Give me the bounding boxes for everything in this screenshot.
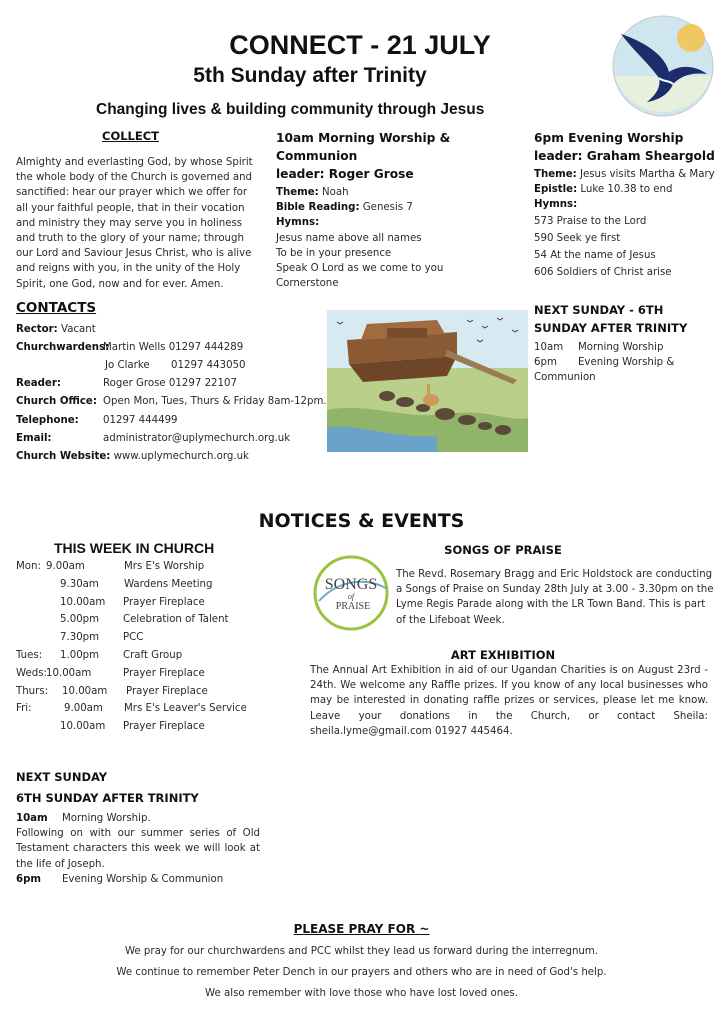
website-link[interactable]: www.uplymechurch.org.uk <box>113 451 249 462</box>
hymn-item: Cornerstone <box>276 278 339 290</box>
morning-hymns <box>276 231 526 292</box>
hymn-item: 606 Soldiers of Christ arise <box>534 266 672 278</box>
noahs-ark-illustration <box>327 310 528 452</box>
evening-heading: 6pm Evening Worship <box>534 131 684 145</box>
next-sunday-bottom <box>16 767 260 887</box>
next-sunday-row-cont: Communion <box>534 372 596 384</box>
churchwarden-2-row: Jo Clarke 01297 443050 <box>105 360 246 372</box>
hymn-item: Jesus name above all names <box>276 232 422 244</box>
pray-heading: PLEASE PRAY FOR ~ <box>293 922 430 936</box>
next-sunday-row: 6pm Evening Worship & Communion <box>16 873 224 885</box>
evening-theme: Theme: Jesus visits Martha & Mary <box>534 169 715 180</box>
website-row: Church Website: www.uplymechurch.org.uk <box>16 448 336 466</box>
pray-line: We continue to remember Peter Dench in our prayers and others who are in need of God's help. <box>116 967 607 978</box>
schedule-row: Tues: 1.00pm Craft Group <box>16 649 183 661</box>
evening-epistle: Epistle: Luke 10.38 to end <box>534 184 673 196</box>
schedule-row: 5.00pm Celebration of Talent <box>60 614 229 626</box>
collect-line: our Lord and Saviour Jesus Christ, who is alive <box>16 248 252 260</box>
next-sunday-row: 10am Morning Worship. <box>16 813 151 824</box>
morning-heading: 10am Morning Worship & Communion <box>276 131 451 163</box>
hymn-item: To be in your presence <box>276 247 392 259</box>
schedule-row: 7.30pm PCC <box>60 632 144 644</box>
tagline: Changing lives & building community through Jesus <box>96 101 485 118</box>
collect-text <box>16 155 253 292</box>
collect-line: and truth to the glory of your name; through <box>16 233 244 245</box>
hymn-item: 573 Praise to the Lord <box>534 215 647 227</box>
schedule-row: Thurs: 10.00am Prayer Fireplace <box>16 685 208 697</box>
schedule-row: Fri: 9.00am Mrs E's Leaver's Service <box>16 703 247 715</box>
evening-worship <box>534 129 720 281</box>
collect-line: sanctified: hear our prayer which we offer for <box>16 187 248 199</box>
next-sunday-row: 6pm Evening Worship & <box>534 357 675 369</box>
pray-text <box>0 941 723 1004</box>
collect-line: and reigns with you, in the unity of the Holy <box>16 263 241 275</box>
next-sunday-row: 10am Morning Worship <box>534 342 664 353</box>
morning-worship <box>276 129 526 291</box>
schedule-row: 9.30am Wardens Meeting <box>60 578 213 590</box>
songs-logo-word: SONGS <box>324 576 378 593</box>
collect-line: Almighty and everlasting God, by whose Spirit <box>16 157 253 168</box>
songs-heading: SONGS OF PRAISE <box>444 543 562 557</box>
week-heading: THIS WEEK IN CHURCH <box>54 540 215 556</box>
notices-heading: NOTICES & EVENTS <box>258 510 465 532</box>
reader-row: Reader: Roger Grose 01297 22107 <box>16 378 237 390</box>
songs-line: a Songs of Praise on Sunday 28th July at 3.00 - 3.30pm on the <box>396 584 714 596</box>
next-sunday-heading: NEXT SUNDAY - 6TH <box>534 303 664 317</box>
next-sunday-subheading: 6TH SUNDAY AFTER TRINITY <box>16 791 199 805</box>
next-sunday-right <box>534 301 720 386</box>
swallow-bird-icon <box>611 14 715 118</box>
next-sunday-description: Following on with our summer series of Old Testament characters this week we will look at the life of Joseph. <box>16 828 260 870</box>
morning-theme: Theme: Noah <box>276 187 349 198</box>
collect-line: the whole body of the Church is governed and <box>16 172 253 184</box>
schedule-row: 10.00am Prayer Fireplace <box>60 596 205 608</box>
contacts-heading: CONTACTS <box>16 300 97 316</box>
schedule-row: Weds: 10.00am Prayer Fireplace <box>16 667 205 679</box>
page-subtitle: 5th Sunday after Trinity <box>193 64 427 87</box>
morning-hymns-label: Hymns: <box>276 217 320 229</box>
art-text: The Annual Art Exhibition in aid of our Ugandan Charities is on August 23rd - 24th. We welcome any Raffle prizes. If you know of any local businesses who may be interested in donating raffle prizes or services, please let me know. Leave your donations in the Church, or contact Sheila: sheila.lyme@gmail.com 01927 445464. <box>310 665 708 737</box>
art-heading: ART EXHIBITION <box>450 648 556 662</box>
rector-row: Rector: Vacant <box>16 323 96 335</box>
schedule-row: Mon: 9.00am Mrs E's Worship <box>16 561 205 572</box>
songs-text <box>396 567 714 628</box>
churchwardens-row: Churchwardens: Martin Wells 01297 444289 <box>16 341 244 353</box>
next-sunday-heading: NEXT SUNDAY <box>16 770 108 784</box>
church-office-row: Church Office: Open Mon, Tues, Thurs & Friday 8am-12pm. <box>16 396 327 408</box>
collect-line: and ministry they may serve you in holiness <box>16 217 243 229</box>
songs-of-praise-logo <box>309 549 393 637</box>
hymn-item: 54 At the name of Jesus <box>534 249 656 261</box>
morning-reading: Bible Reading: Genesis 7 <box>276 202 413 214</box>
week-schedule <box>16 559 276 737</box>
evening-hymns-label: Hymns: <box>534 199 578 211</box>
hymn-item: Speak O Lord as we come to you <box>276 263 444 275</box>
schedule-row: 10.00am Prayer Fireplace <box>60 721 205 733</box>
email-link[interactable]: administrator@uplymechurch.org.uk <box>103 432 291 444</box>
songs-logo-word: PRAISE <box>335 601 371 612</box>
collect-heading: COLLECT <box>102 129 160 143</box>
songs-line: The Revd. Rosemary Bragg and Eric Holdstock are conducting <box>396 569 713 580</box>
evening-leader: leader: Graham Sheargold <box>534 149 715 163</box>
collect-line: all your faithful people, that in their vocation <box>16 202 245 214</box>
contacts <box>16 301 336 466</box>
collect-line: Spirit, one God, now and for ever. Amen. <box>16 278 224 290</box>
hymn-item: 590 Seek ye first <box>534 232 621 244</box>
pray-line: We also remember with love those who have lost loved ones. <box>205 988 518 999</box>
songs-line: Lyme Regis Parade along with the LR Town Band. This is part <box>396 599 706 611</box>
telephone-row: Telephone: 01297 444499 <box>16 414 178 426</box>
email-row: Email: administrator@uplymechurch.org.uk <box>16 429 336 447</box>
evening-hymns <box>534 213 720 281</box>
page-title: CONNECT - 21 JULY <box>229 30 491 60</box>
songs-line: of the Lifeboat Week. <box>396 614 505 626</box>
morning-leader: leader: Roger Grose <box>276 167 414 181</box>
songs-logo-word: of <box>347 592 355 601</box>
next-sunday-subheading: SUNDAY AFTER TRINITY <box>534 321 688 335</box>
pray-line: We pray for our churchwardens and PCC whilst they lead us forward during the interregnum. <box>124 946 599 957</box>
